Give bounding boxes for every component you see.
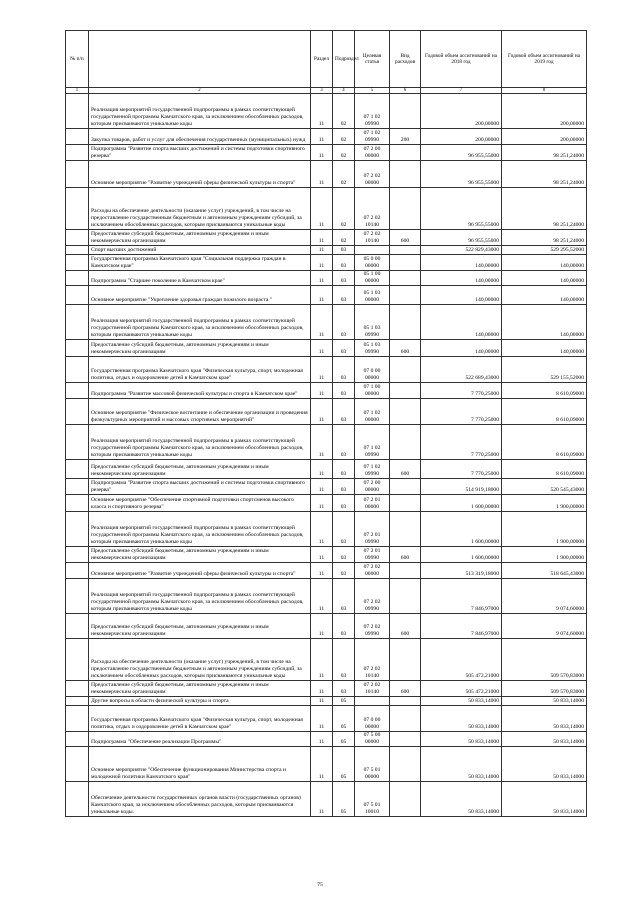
row-name-cell: Подпрограмма "Развитие спорта высших достижений и системы подготовки спортивного резерва" — [89, 478, 311, 494]
row-number-cell — [66, 304, 89, 339]
row-number-cell — [66, 511, 89, 546]
row-amount-2019-cell: 529 155,52000 — [502, 356, 587, 382]
row-expense-type-cell — [390, 731, 421, 746]
row-razdel-cell: 11 — [311, 494, 333, 511]
row-amount-2019-cell: 98 251,24000 — [502, 145, 587, 161]
row-podrazdel-cell: 03 — [333, 255, 355, 271]
row-expense-type-cell — [390, 145, 421, 161]
row-razdel-cell: 11 — [311, 161, 333, 188]
column-number: 4 — [333, 88, 355, 94]
column-number: 3 — [311, 88, 333, 94]
row-name-cell: Государственная программа Камчатского края "Физическая культура, спорт, молодежная политика, отдых и оздоровление детей в Камчатском крае" — [89, 356, 311, 382]
row-amount-2018-cell: 7 770,25000 — [421, 424, 502, 459]
row-amount-2019-cell: 1 900,00000 — [502, 546, 587, 562]
row-podrazdel-cell: 05 — [333, 705, 355, 731]
row-razdel-cell: 11 — [311, 705, 333, 731]
row-expense-type-cell — [390, 382, 421, 398]
row-amount-2019-cell: 50 833,14000 — [502, 746, 587, 781]
row-amount-2019-cell: 9 074,60000 — [502, 613, 587, 638]
row-amount-2018-cell: 200,00000 — [421, 129, 502, 145]
row-amount-2018-cell: 7 770,25000 — [421, 459, 502, 478]
table-row — [66, 188, 587, 230]
row-razdel-cell: 11 — [311, 511, 333, 546]
row-amount-2019-cell: 9 074,60000 — [502, 578, 587, 613]
row-amount-2019-cell: 509 570,83000 — [502, 638, 587, 680]
row-target-article-cell: 07 0 00 00000 — [355, 356, 390, 382]
row-number-cell — [66, 781, 89, 816]
row-expense-type-cell — [390, 578, 421, 613]
table-row — [66, 285, 587, 304]
row-podrazdel-cell: 03 — [333, 382, 355, 398]
row-razdel-cell: 11 — [311, 285, 333, 304]
row-amount-2018-cell: 522 689,43000 — [421, 356, 502, 382]
row-expense-type-cell: 600 — [390, 546, 421, 562]
row-amount-2018-cell: 50 833,14000 — [421, 781, 502, 816]
row-number-cell — [66, 356, 89, 382]
row-amount-2019-cell: 200,00000 — [502, 94, 587, 129]
row-name-cell: Другие вопросы в области физической культуры и спорта — [89, 696, 311, 705]
row-target-article-cell: 07 1 02 09990 — [355, 459, 390, 478]
table-row — [66, 161, 587, 188]
row-expense-type-cell — [390, 255, 421, 271]
column-number: 8 — [502, 88, 587, 94]
header-target-article: Целевая статья — [355, 31, 390, 88]
row-name-cell: Основное мероприятие "Развитие учреждений сферы физической культуры и спорта" — [89, 161, 311, 188]
row-target-article-cell — [355, 246, 390, 255]
table-row — [66, 613, 587, 638]
row-name-cell: Предоставление субсидий бюджетным, автономным учреждениям и иным некоммерческим организациям — [89, 546, 311, 562]
table-row — [66, 680, 587, 696]
row-razdel-cell: 11 — [311, 129, 333, 145]
row-name-cell: Предоставление субсидий бюджетным, автономным учреждениям и иным некоммерческим организациям — [89, 230, 311, 246]
row-target-article-cell: 07 2 01 09990 — [355, 546, 390, 562]
row-number-cell — [66, 398, 89, 424]
column-number: 5 — [355, 88, 390, 94]
header-expense-type: Вид расходов — [390, 31, 421, 88]
row-podrazdel-cell: 03 — [333, 638, 355, 680]
row-name-cell: Предоставление субсидий бюджетным, автономным учреждениям и иным некоммерческим организациям — [89, 613, 311, 638]
row-target-article-cell: 07 1 02 09990 — [355, 129, 390, 145]
row-razdel-cell: 11 — [311, 680, 333, 696]
table-header-row — [66, 31, 587, 88]
table-row — [66, 746, 587, 781]
row-amount-2019-cell: 8 610,09000 — [502, 382, 587, 398]
row-name-cell: Реализация мероприятий государственной подпрограммы в рамках соответствующей государственной программы Камчатского края, за исключением обособленных расходов, которым присваиваются уникальные коды — [89, 304, 311, 339]
row-name-cell: Подпрограмма "Старшее поколение в Камчатском крае" — [89, 271, 311, 286]
row-podrazdel-cell: 03 — [333, 339, 355, 356]
row-amount-2018-cell: 522 829,43000 — [421, 246, 502, 255]
row-razdel-cell: 11 — [311, 638, 333, 680]
table-row — [66, 424, 587, 459]
row-number-cell — [66, 382, 89, 398]
row-expense-type-cell: 200 — [390, 129, 421, 145]
row-target-article-cell — [355, 696, 390, 705]
row-expense-type-cell — [390, 696, 421, 705]
header-podrazdel: Подраздел — [333, 31, 355, 88]
row-podrazdel-cell: 03 — [333, 546, 355, 562]
table-row — [66, 356, 587, 382]
row-podrazdel-cell: 03 — [333, 511, 355, 546]
row-name-cell: Реализация мероприятий государственной подпрограммы в рамках соответствующей государственной программы Камчатского края, за исключением обособленных расходов, которым присваиваются уникальные коды — [89, 578, 311, 613]
row-expense-type-cell — [390, 638, 421, 680]
row-amount-2019-cell: 8 610,09000 — [502, 424, 587, 459]
row-name-cell: Подпрограмма "Развитие спорта высших достижений и системы подготовки спортивного резерва" — [89, 145, 311, 161]
row-number-cell — [66, 546, 89, 562]
row-amount-2019-cell: 1 900,00000 — [502, 494, 587, 511]
row-expense-type-cell: 600 — [390, 339, 421, 356]
row-number-cell — [66, 339, 89, 356]
table-row — [66, 494, 587, 511]
row-number-cell — [66, 696, 89, 705]
row-expense-type-cell — [390, 188, 421, 230]
row-target-article-cell: 07 2 01 09990 — [355, 511, 390, 546]
row-amount-2018-cell: 505 472,21000 — [421, 638, 502, 680]
row-number-cell — [66, 129, 89, 145]
column-number: 7 — [421, 88, 502, 94]
row-podrazdel-cell: 03 — [333, 613, 355, 638]
row-name-cell: Предоставление субсидий бюджетным, автономным учреждениям и иным некоммерческим организациям — [89, 680, 311, 696]
row-expense-type-cell — [390, 356, 421, 382]
row-podrazdel-cell: 03 — [333, 562, 355, 578]
row-number-cell — [66, 145, 89, 161]
row-razdel-cell: 11 — [311, 145, 333, 161]
row-expense-type-cell — [390, 511, 421, 546]
row-target-article-cell: 07 5 00 00000 — [355, 731, 390, 746]
row-name-cell: Основное мероприятие "Обеспечение спортивной подготовки спортсменов высокого класса и спортивного резерва" — [89, 494, 311, 511]
row-podrazdel-cell: 03 — [333, 398, 355, 424]
row-amount-2018-cell: 96 955,55000 — [421, 161, 502, 188]
table-row — [66, 255, 587, 271]
row-razdel-cell: 11 — [311, 546, 333, 562]
row-amount-2019-cell: 8 610,09000 — [502, 459, 587, 478]
table-row — [66, 398, 587, 424]
row-name-cell: Расходы на обеспечение деятельности (оказание услуг) учреждений, в том числе на предоставление государственным бюджетным и автономным учреждениям субсидий, за исключением обособленных расходов, которым присваиваются уникальные коды — [89, 638, 311, 680]
row-razdel-cell: 11 — [311, 424, 333, 459]
row-podrazdel-cell: 02 — [333, 230, 355, 246]
row-target-article-cell: 07 2 02 10140 — [355, 680, 390, 696]
row-target-article-cell: 07 2 01 00000 — [355, 494, 390, 511]
row-number-cell — [66, 188, 89, 230]
row-number-cell — [66, 578, 89, 613]
row-name-cell: Основное мероприятие "Обеспечение функционирования Министерства спорта и молодежной политики Камчатского края" — [89, 746, 311, 781]
table-row — [66, 638, 587, 680]
row-name-cell: Обеспечение деятельности государственных органов власти (государственных органов) Камчатского края, за исключением обособленных расходов, которым присваиваются уникальные коды. — [89, 781, 311, 816]
row-amount-2019-cell: 200,00000 — [502, 129, 587, 145]
table-row — [66, 246, 587, 255]
table-row — [66, 230, 587, 246]
row-amount-2019-cell: 50 833,14000 — [502, 731, 587, 746]
row-podrazdel-cell: 05 — [333, 696, 355, 705]
row-target-article-cell: 07 2 02 10140 — [355, 638, 390, 680]
row-name-cell: Основное мероприятие "Развитие учреждений сферы физической культуры и спорта" — [89, 562, 311, 578]
row-target-article-cell: 07 2 02 00000 — [355, 161, 390, 188]
row-podrazdel-cell: 05 — [333, 731, 355, 746]
row-target-article-cell: 05 0 00 00000 — [355, 255, 390, 271]
header-razdel: Раздел — [311, 31, 333, 88]
table-row — [66, 129, 587, 145]
row-expense-type-cell — [390, 781, 421, 816]
row-expense-type-cell — [390, 304, 421, 339]
row-amount-2018-cell: 50 833,14000 — [421, 731, 502, 746]
row-expense-type-cell: 600 — [390, 680, 421, 696]
row-razdel-cell: 11 — [311, 271, 333, 286]
row-podrazdel-cell: 03 — [333, 246, 355, 255]
row-amount-2018-cell: 1 600,00000 — [421, 546, 502, 562]
row-amount-2018-cell: 50 833,14000 — [421, 746, 502, 781]
row-number-cell — [66, 285, 89, 304]
row-podrazdel-cell: 02 — [333, 145, 355, 161]
row-target-article-cell: 05 1 03 09990 — [355, 339, 390, 356]
row-razdel-cell: 11 — [311, 356, 333, 382]
row-podrazdel-cell: 03 — [333, 424, 355, 459]
row-name-cell: Спорт высших достижений — [89, 246, 311, 255]
row-amount-2019-cell: 8 610,09000 — [502, 398, 587, 424]
row-amount-2018-cell: 1 600,00000 — [421, 511, 502, 546]
row-podrazdel-cell: 03 — [333, 304, 355, 339]
row-expense-type-cell: 600 — [390, 459, 421, 478]
row-number-cell — [66, 746, 89, 781]
row-amount-2019-cell: 140,00000 — [502, 339, 587, 356]
row-expense-type-cell: 600 — [390, 230, 421, 246]
row-amount-2019-cell: 140,00000 — [502, 304, 587, 339]
row-amount-2019-cell: 98 251,24000 — [502, 188, 587, 230]
row-amount-2019-cell: 50 833,14000 — [502, 696, 587, 705]
table-row — [66, 271, 587, 286]
table-row — [66, 478, 587, 494]
row-amount-2018-cell: 7 846,97000 — [421, 578, 502, 613]
row-expense-type-cell — [390, 161, 421, 188]
row-number-cell — [66, 494, 89, 511]
row-expense-type-cell — [390, 705, 421, 731]
row-amount-2018-cell: 140,00000 — [421, 255, 502, 271]
row-podrazdel-cell: 05 — [333, 746, 355, 781]
row-target-article-cell: 07 2 00 00000 — [355, 478, 390, 494]
table-row — [66, 578, 587, 613]
header-year-2018: Годовой объем ассигнований на 2018 год — [421, 31, 502, 88]
row-podrazdel-cell: 03 — [333, 356, 355, 382]
row-amount-2018-cell: 513 319,18000 — [421, 562, 502, 578]
row-razdel-cell: 11 — [311, 613, 333, 638]
row-target-article-cell: 07 2 02 09990 — [355, 578, 390, 613]
row-target-article-cell: 07 2 02 09990 — [355, 613, 390, 638]
row-number-cell — [66, 638, 89, 680]
table-body — [66, 94, 587, 817]
row-number-cell — [66, 230, 89, 246]
row-razdel-cell: 11 — [311, 246, 333, 255]
table-row — [66, 511, 587, 546]
row-name-cell: Расходы на обеспечение деятельности (оказание услуг) учреждений, в том числе на предоставление государственным бюджетным и автономным учреждениям субсидий, за исключением обособленных расходов, которым присваиваются уникальные коды — [89, 188, 311, 230]
row-razdel-cell: 11 — [311, 781, 333, 816]
row-razdel-cell: 11 — [311, 94, 333, 129]
row-expense-type-cell — [390, 562, 421, 578]
table-row — [66, 705, 587, 731]
table-row — [66, 696, 587, 705]
row-podrazdel-cell: 03 — [333, 680, 355, 696]
row-number-cell — [66, 255, 89, 271]
row-podrazdel-cell: 03 — [333, 459, 355, 478]
row-expense-type-cell — [390, 746, 421, 781]
row-expense-type-cell — [390, 285, 421, 304]
row-razdel-cell: 11 — [311, 746, 333, 781]
table-row — [66, 459, 587, 478]
row-amount-2018-cell: 140,00000 — [421, 304, 502, 339]
row-target-article-cell: 05 1 00 00000 — [355, 271, 390, 286]
row-expense-type-cell — [390, 271, 421, 286]
column-number: 2 — [89, 88, 311, 94]
row-podrazdel-cell: 03 — [333, 285, 355, 304]
row-name-cell: Предоставление субсидий бюджетным, автономным учреждениям и иным некоммерческим организациям — [89, 459, 311, 478]
row-amount-2018-cell: 50 833,14000 — [421, 705, 502, 731]
row-amount-2019-cell: 509 570,83000 — [502, 680, 587, 696]
row-expense-type-cell — [390, 246, 421, 255]
row-expense-type-cell — [390, 478, 421, 494]
row-amount-2018-cell: 140,00000 — [421, 285, 502, 304]
row-amount-2018-cell: 200,00000 — [421, 94, 502, 129]
page-number: 75 — [317, 882, 323, 888]
row-target-article-cell: 07 2 02 00000 — [355, 562, 390, 578]
row-number-cell — [66, 613, 89, 638]
row-amount-2018-cell: 96 955,55000 — [421, 188, 502, 230]
row-amount-2018-cell: 7 846,97000 — [421, 613, 502, 638]
row-razdel-cell: 11 — [311, 731, 333, 746]
row-amount-2019-cell: 98 251,24000 — [502, 230, 587, 246]
table-row — [66, 546, 587, 562]
row-number-cell — [66, 459, 89, 478]
row-amount-2018-cell: 7 770,25000 — [421, 398, 502, 424]
row-number-cell — [66, 424, 89, 459]
row-name-cell: Подпрограмма "Обеспечение реализации Программы" — [89, 731, 311, 746]
table-row — [66, 562, 587, 578]
row-target-article-cell: 07 2 02 10140 — [355, 188, 390, 230]
row-amount-2019-cell: 529 295,52000 — [502, 246, 587, 255]
row-number-cell — [66, 705, 89, 731]
row-amount-2018-cell: 514 919,18000 — [421, 478, 502, 494]
row-target-article-cell: 07 1 02 09990 — [355, 94, 390, 129]
row-amount-2019-cell: 140,00000 — [502, 285, 587, 304]
row-target-article-cell: 07 2 00 00000 — [355, 145, 390, 161]
table-row — [66, 339, 587, 356]
row-amount-2019-cell: 518 645,43000 — [502, 562, 587, 578]
row-podrazdel-cell: 03 — [333, 494, 355, 511]
row-razdel-cell: 11 — [311, 562, 333, 578]
table-row — [66, 304, 587, 339]
budget-table — [65, 30, 587, 817]
row-name-cell: Государственная программа Камчатского края "Физическая культура, спорт, молодежная политика, отдых и оздоровление детей в Камчатском крае" — [89, 705, 311, 731]
row-amount-2018-cell: 140,00000 — [421, 339, 502, 356]
row-name-cell: Государственная программа Камчатского края "Социальная поддержка граждан в Камчатском крае" — [89, 255, 311, 271]
row-podrazdel-cell: 05 — [333, 781, 355, 816]
row-podrazdel-cell: 02 — [333, 129, 355, 145]
row-razdel-cell: 11 — [311, 230, 333, 246]
row-target-article-cell: 07 1 02 09990 — [355, 424, 390, 459]
row-podrazdel-cell: 02 — [333, 161, 355, 188]
column-number: 1 — [66, 88, 89, 94]
row-amount-2018-cell: 50 833,14000 — [421, 696, 502, 705]
row-amount-2018-cell: 96 955,55000 — [421, 230, 502, 246]
row-razdel-cell: 11 — [311, 255, 333, 271]
row-name-cell: Основное мероприятие "Физическое воспитание и обеспечение организации и проведения физкультурных мероприятий и массовых спортивных мероприятий" — [89, 398, 311, 424]
row-name-cell: Основное мероприятие "Укрепление здоровья граждан пожилого возраста " — [89, 285, 311, 304]
row-amount-2018-cell: 96 955,55000 — [421, 145, 502, 161]
row-razdel-cell: 11 — [311, 188, 333, 230]
row-podrazdel-cell: 02 — [333, 94, 355, 129]
row-name-cell: Реализация мероприятий государственной подпрограммы в рамках соответствующей государственной программы Камчатского края, за исключением обособленных расходов, которым присваиваются уникальные коды — [89, 94, 311, 129]
header-name — [89, 31, 311, 88]
row-name-cell: Подпрограмма "Развитие массовой физической культуры и спорта в Камчатском крае" — [89, 382, 311, 398]
row-target-article-cell: 07 1 02 00000 — [355, 398, 390, 424]
header-num: № п/п — [66, 31, 89, 88]
row-target-article-cell: 07 0 00 00000 — [355, 705, 390, 731]
row-expense-type-cell — [390, 398, 421, 424]
row-amount-2019-cell: 520 545,43000 — [502, 478, 587, 494]
row-target-article-cell: 05 1 03 00000 — [355, 285, 390, 304]
row-podrazdel-cell: 03 — [333, 478, 355, 494]
row-number-cell — [66, 246, 89, 255]
row-expense-type-cell — [390, 494, 421, 511]
row-amount-2019-cell: 50 833,14000 — [502, 705, 587, 731]
row-number-cell — [66, 478, 89, 494]
row-podrazdel-cell: 03 — [333, 578, 355, 613]
row-expense-type-cell: 600 — [390, 613, 421, 638]
row-razdel-cell: 11 — [311, 398, 333, 424]
row-expense-type-cell — [390, 424, 421, 459]
table-row — [66, 145, 587, 161]
row-number-cell — [66, 680, 89, 696]
row-razdel-cell: 11 — [311, 578, 333, 613]
row-razdel-cell: 11 — [311, 478, 333, 494]
row-podrazdel-cell: 03 — [333, 271, 355, 286]
column-number: 6 — [390, 88, 421, 94]
row-number-cell — [66, 161, 89, 188]
table-row — [66, 731, 587, 746]
row-podrazdel-cell: 02 — [333, 188, 355, 230]
row-amount-2019-cell: 98 251,24000 — [502, 161, 587, 188]
row-number-cell — [66, 271, 89, 286]
row-target-article-cell: 07 5 01 00000 — [355, 746, 390, 781]
row-razdel-cell: 11 — [311, 696, 333, 705]
row-razdel-cell: 11 — [311, 304, 333, 339]
row-amount-2018-cell: 140,00000 — [421, 271, 502, 286]
row-razdel-cell: 11 — [311, 339, 333, 356]
row-target-article-cell: 05 1 03 09990 — [355, 304, 390, 339]
row-name-cell: Реализация мероприятий государственной подпрограммы в рамках соответствующей государственной программы Камчатского края, за исключением обособленных расходов, которым присваиваются уникальные коды — [89, 424, 311, 459]
table-row — [66, 781, 587, 816]
row-name-cell: Реализация мероприятий государственной подпрограммы в рамках соответствующей государственной программы Камчатского края, за исключением обособленных расходов, которым присваиваются уникальные коды — [89, 511, 311, 546]
row-amount-2019-cell: 140,00000 — [502, 271, 587, 286]
row-target-article-cell: 07 5 01 10010 — [355, 781, 390, 816]
row-target-article-cell: 07 1 00 00000 — [355, 382, 390, 398]
row-amount-2018-cell: 505 472,21000 — [421, 680, 502, 696]
row-amount-2018-cell: 1 600,00000 — [421, 494, 502, 511]
row-expense-type-cell — [390, 94, 421, 129]
row-razdel-cell: 11 — [311, 459, 333, 478]
header-year-2019: Годовой объем ассигнований на 2019 год — [502, 31, 587, 88]
row-target-article-cell: 07 2 02 10140 — [355, 230, 390, 246]
row-name-cell: Закупка товаров, работ и услуг для обеспечения государственных (муниципальных) нужд — [89, 129, 311, 145]
row-name-cell: Предоставление субсидий бюджетным, автономным учреждениям и иным некоммерческим организациям — [89, 339, 311, 356]
table-row — [66, 94, 587, 129]
table-row — [66, 382, 587, 398]
row-amount-2018-cell: 7 770,25000 — [421, 382, 502, 398]
row-number-cell — [66, 731, 89, 746]
row-amount-2019-cell: 50 833,14000 — [502, 781, 587, 816]
row-number-cell — [66, 94, 89, 129]
row-razdel-cell: 11 — [311, 382, 333, 398]
row-amount-2019-cell: 140,00000 — [502, 255, 587, 271]
row-number-cell — [66, 562, 89, 578]
row-amount-2019-cell: 1 900,00000 — [502, 511, 587, 546]
